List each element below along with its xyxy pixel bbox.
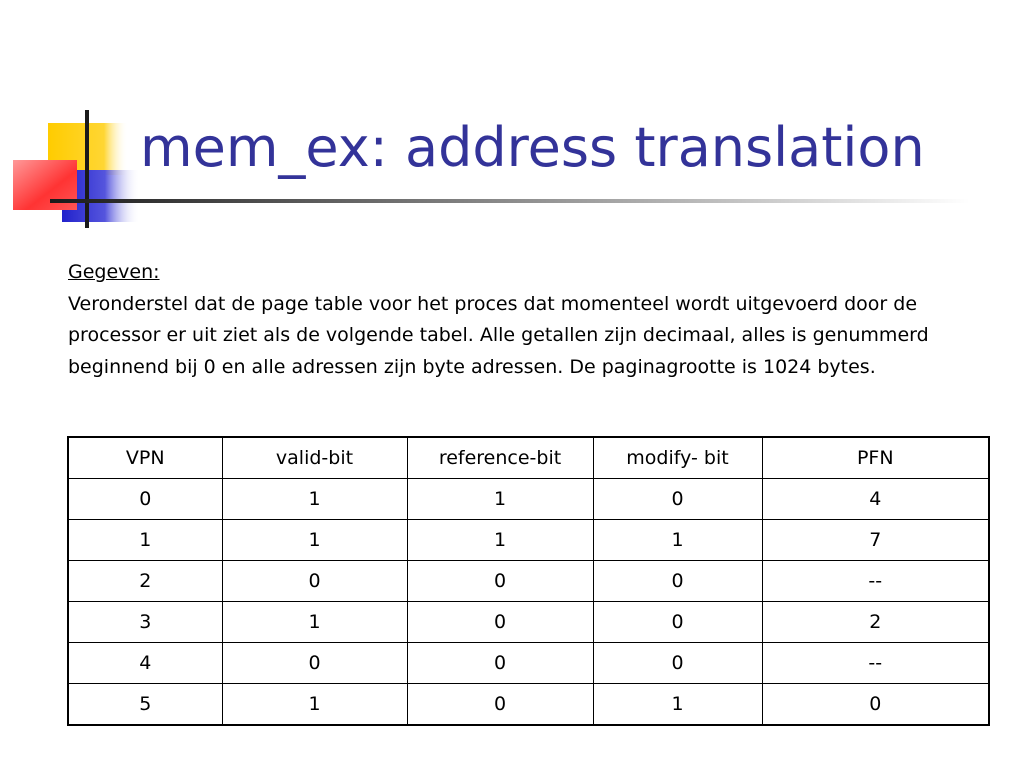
cell-modify-bit: 1 (593, 520, 762, 561)
column-header-reference-bit: reference-bit (407, 437, 593, 479)
cell-modify-bit: 0 (593, 479, 762, 520)
column-header-pfn: PFN (762, 437, 989, 479)
cell-vpn: 2 (68, 561, 222, 602)
cell-pfn: 7 (762, 520, 989, 561)
cell-modify-bit: 0 (593, 643, 762, 684)
cell-reference-bit: 0 (407, 643, 593, 684)
cell-reference-bit: 0 (407, 561, 593, 602)
cell-modify-bit: 0 (593, 561, 762, 602)
table-row (68, 561, 989, 602)
cell-valid-bit: 1 (222, 479, 407, 520)
slide-body (68, 257, 998, 383)
cell-vpn: 1 (68, 520, 222, 561)
cell-reference-bit: 0 (407, 602, 593, 643)
table-row (68, 643, 989, 684)
cell-pfn: 2 (762, 602, 989, 643)
column-header-valid-bit: valid-bit (222, 437, 407, 479)
given-heading: Gegeven: (68, 261, 160, 283)
slide-title: mem_ex: address translation (140, 116, 925, 179)
table-header-row (68, 437, 989, 479)
cell-modify-bit: 1 (593, 684, 762, 726)
cell-vpn: 0 (68, 479, 222, 520)
cell-vpn: 3 (68, 602, 222, 643)
slide-logo (0, 0, 140, 230)
table-row (68, 684, 989, 726)
cell-valid-bit: 0 (222, 643, 407, 684)
cell-reference-bit: 1 (407, 520, 593, 561)
cell-vpn: 5 (68, 684, 222, 726)
column-header-modify-bit: modify- bit (593, 437, 762, 479)
cell-pfn: -- (762, 643, 989, 684)
cell-vpn: 4 (68, 643, 222, 684)
cell-pfn: 4 (762, 479, 989, 520)
cell-valid-bit: 1 (222, 520, 407, 561)
cell-modify-bit: 0 (593, 602, 762, 643)
table-row (68, 602, 989, 643)
column-header-vpn: VPN (68, 437, 222, 479)
title-divider (50, 199, 970, 203)
cell-reference-bit: 1 (407, 479, 593, 520)
cell-valid-bit: 0 (222, 561, 407, 602)
table-row (68, 479, 989, 520)
cell-reference-bit: 0 (407, 684, 593, 726)
description-paragraph: Veronderstel dat de page table voor het proces dat momenteel wordt uitgevoerd door de processor er uit ziet als de volgende tabel. Alle getallen zijn decimaal, alles is genummerd beginnend bij 0 en alle adressen zijn byte adressen. De paginagrootte is 1024 bytes. (68, 292, 929, 378)
page-table (67, 436, 990, 726)
cell-valid-bit: 1 (222, 684, 407, 726)
cell-pfn: 0 (762, 684, 989, 726)
table-row (68, 520, 989, 561)
cell-valid-bit: 1 (222, 602, 407, 643)
cell-pfn: -- (762, 561, 989, 602)
